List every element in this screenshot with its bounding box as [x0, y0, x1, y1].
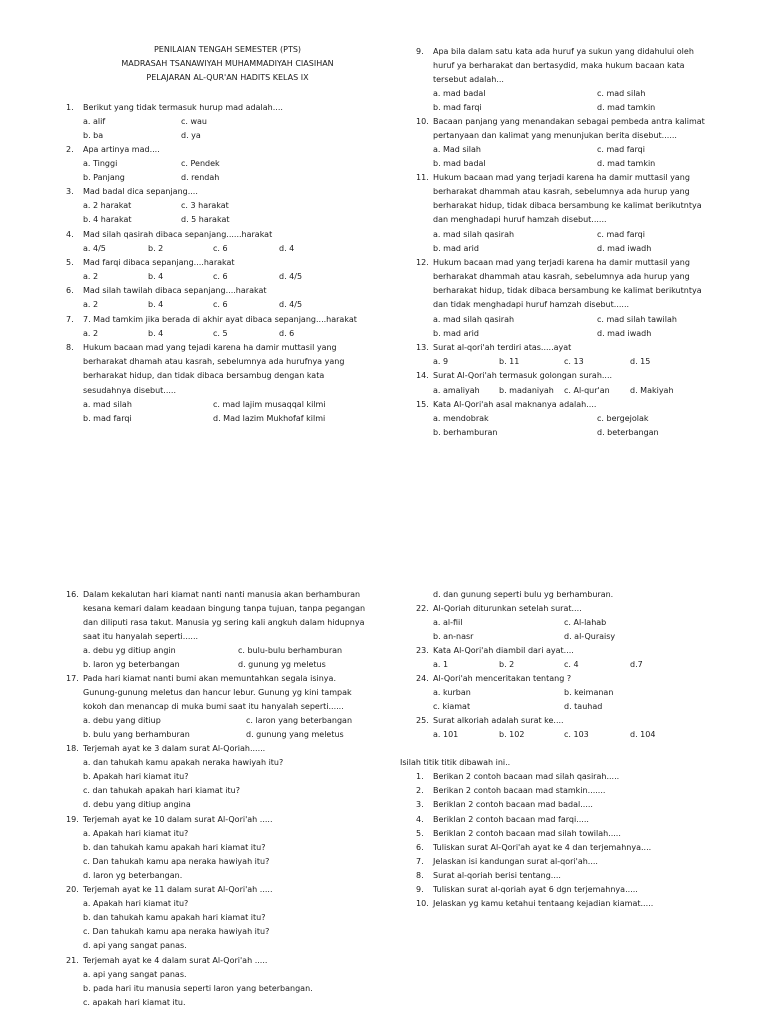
q9-stem-line2: huruf ya berharakat dan bertasydid, maka hukum bacaan kata: [433, 61, 685, 70]
q10-stem-line1: Bacaan panjang yang menandakan sebagai pembeda antra kalimat: [433, 117, 705, 126]
essay-number-9: 9.: [416, 885, 424, 894]
q18-option-a: a. dan tahukah kamu apakah neraka hawiyah itu?: [83, 758, 284, 767]
q18-number: 18.: [66, 744, 79, 753]
q2-option-c: c. Pendek: [181, 159, 220, 168]
q8-stem-line4: sesudahnya disebut.....: [83, 386, 177, 395]
q15-number: 15.: [416, 400, 429, 409]
essay-item-4: Beriklan 2 contoh bacaan mad farqi.....: [433, 815, 589, 824]
q8-option-d: d. Mad lazim Mukhofaf kilmi: [213, 414, 326, 423]
q7-option-d: d. 6: [279, 329, 295, 338]
q18-option-d: d. debu yang ditiup angina: [83, 800, 191, 809]
q25-option-b: b. 102: [499, 730, 525, 739]
q17-option-c: c. laron yang beterbangan: [246, 716, 353, 725]
q18-option-b: b. Apakah hari kiamat itu?: [83, 772, 189, 781]
q1-option-b: b. ba: [83, 131, 104, 140]
q9-stem-line1: Apa bila dalam satu kata ada huruf ya sukun yang didahului oleh: [433, 47, 694, 56]
q14-stem: Surat Al-Qori'ah termasuk golongan surah....: [433, 371, 613, 380]
q10-option-a: a. Mad silah: [433, 145, 481, 154]
q22-option-d: d. al-Quraisy: [564, 632, 616, 641]
q24-option-c: c. kiamat: [433, 702, 471, 711]
q16-stem-line3: dan diliputi rasa takut. Manusia yg sering kali angkuh dalam hidupnya: [83, 618, 365, 627]
q12-number: 12.: [416, 258, 429, 267]
q4-option-a: a. 4/5: [83, 244, 106, 253]
q10-number: 10.: [416, 117, 429, 126]
q22-option-a: a. al-fiil: [433, 618, 463, 627]
essay-item-6: Tuliskan surat Al-Qori'ah ayat ke 4 dan terjemahnya....: [433, 843, 652, 852]
q17-option-a: a. debu yang ditiup: [83, 716, 161, 725]
essay-number-6: 6.: [416, 843, 424, 852]
q3-stem: Mad badal dica sepanjang....: [83, 187, 198, 196]
q9-option-b: b. mad farqi: [433, 103, 482, 112]
q2-stem: Apa artinya mad....: [83, 145, 160, 154]
q14-option-c: c. Al-qur'an: [564, 386, 610, 395]
q6-stem: Mad silah tawilah dibaca sepanjang....harakat: [83, 286, 267, 295]
q25-option-a: a. 101: [433, 730, 459, 739]
q11-stem-line3: berharakat hidup, tidak dibaca bersambung ke kalimat berikutntya: [433, 201, 702, 210]
essay-number-8: 8.: [416, 871, 424, 880]
q19-option-a: a. Apakah hari kiamat itu?: [83, 829, 189, 838]
q22-option-c: c. Al-lahab: [564, 618, 607, 627]
subject-class: PELAJARAN AL-QUR'AN HADITS KELAS IX: [146, 73, 309, 82]
q16-option-b: b. laron yg beterbangan: [83, 660, 180, 669]
q23-number: 23.: [416, 646, 429, 655]
q15-stem: Kata Al-Qori'ah asal maknanya adalah....: [433, 400, 597, 409]
essay-number-3: 3.: [416, 800, 424, 809]
q6-number: 6.: [66, 286, 74, 295]
q11-stem-line2: berharakat dhammah atau kasrah, sebelumnya ada hurup yang: [433, 187, 690, 196]
q16-stem-line2: kesana kemari dalam keadaan bingung tanpa tujuan, tanpa pegangan: [83, 604, 366, 613]
q4-stem: Mad silah qasirah dibaca sepanjang......harakat: [83, 230, 273, 239]
q5-option-b: b. 4: [148, 272, 164, 281]
q3-number: 3.: [66, 187, 74, 196]
q15-option-c: c. bergejolak: [597, 414, 649, 423]
essay-item-7: Jelaskan isi kandungan surat al-qori'ah....: [433, 857, 598, 866]
q14-number: 14.: [416, 371, 429, 380]
exam-title: PENILAIAN TENGAH SEMESTER (PTS): [153, 45, 302, 54]
q22-number: 22.: [416, 604, 429, 613]
q16-stem-line1: Dalam kekalutan hari kiamat nanti nanti manusia akan berhamburan: [83, 590, 361, 599]
q12-stem-line1: Hukum bacaan mad yang terjadi karena ha damir muttasil yang: [433, 258, 690, 267]
q23-option-d: d.7: [630, 660, 643, 669]
q23-option-b: b. 2: [499, 660, 515, 669]
q6-option-c: c. 6: [213, 300, 228, 309]
essay-item-2: Berikan 2 contoh bacaan mad stamkin.......: [433, 786, 606, 795]
q21-option-a: a. api yang sangat panas.: [83, 970, 187, 979]
q25-option-c: c. 103: [564, 730, 589, 739]
q14-option-b: b. madaniyah: [499, 386, 554, 395]
q12-stem-line2: berharakat dhammah atau kasrah, sebelumnya ada hurup yang: [433, 272, 690, 281]
q21-stem: Terjemah ayat ke 4 dalam surat Al-Qori'ah .....: [83, 956, 268, 965]
q2-option-a: a. Tinggi: [83, 159, 118, 168]
q9-stem-line3: tersebut adalah...: [433, 75, 504, 84]
q10-option-c: c. mad farqi: [597, 145, 645, 154]
q19-option-d: d. laron yg beterbangan.: [83, 871, 183, 880]
q9-option-d: d. mad tamkin: [597, 103, 656, 112]
q23-option-a: a. 1: [433, 660, 449, 669]
q8-stem-line1: Hukum bacaan mad yang tejadi karena ha damir muttasil yang: [83, 343, 337, 352]
q13-stem: Surat al-qori'ah terdiri atas.....ayat: [433, 343, 572, 352]
q16-option-a: a. debu yg ditiup angin: [83, 646, 176, 655]
q11-option-a: a. mad silah qasirah: [433, 230, 515, 239]
q5-option-c: c. 6: [213, 272, 228, 281]
q22-option-b: b. an-nasr: [433, 632, 474, 641]
q25-stem: Surat alkoriah adalah surat ke....: [433, 716, 564, 725]
q7-number: 7.: [66, 315, 74, 324]
q24-option-b: b. keimanan: [564, 688, 614, 697]
essay-number-4: 4.: [416, 815, 424, 824]
q12-option-b: b. mad arid: [433, 329, 479, 338]
q8-stem-line3: berharakat hidup, dan tidak dibaca bersambug dengan kata: [83, 371, 325, 380]
q4-number: 4.: [66, 230, 74, 239]
q8-option-c: c. mad lajim musaqqal kilmi: [213, 400, 326, 409]
q5-number: 5.: [66, 258, 74, 267]
q7-option-a: a. 2: [83, 329, 99, 338]
q21-number: 21.: [66, 956, 79, 965]
q1-number: 1.: [66, 103, 74, 112]
essay-item-8: Surat al-qoriah berisi tentang....: [433, 871, 561, 880]
essay-instructions: Isilah titik titik dibawah ini..: [400, 758, 511, 767]
q23-option-c: c. 4: [564, 660, 579, 669]
q13-option-b: b. 11: [499, 357, 520, 366]
q25-number: 25.: [416, 716, 429, 725]
q9-option-a: a. mad badal: [433, 89, 486, 98]
q1-stem: Berikut yang tidak termasuk hurup mad adalah....: [83, 103, 283, 112]
q2-option-b: b. Panjang: [83, 173, 125, 182]
q18-option-c: c. dan tahukah apakah hari kiamat itu?: [83, 786, 240, 795]
q7-stem: 7. Mad tamkim jika berada di akhir ayat dibaca sepanjang....harakat: [83, 315, 357, 324]
q12-stem-line4: dan tidak menghadapi huruf hamzah disebut......: [433, 300, 630, 309]
q2-option-d: d. rendah: [181, 173, 220, 182]
q1-option-a: a. alif: [83, 117, 106, 126]
q7-option-b: b. 4: [148, 329, 164, 338]
q19-option-b: b. dan tahukah kamu apakah hari kiamat itu?: [83, 843, 266, 852]
q5-option-d: d. 4/5: [279, 272, 303, 281]
q17-option-d: d. gunung yang meletus: [246, 730, 344, 739]
q11-stem-line4: dan menghadapi huruf hamzah disebut......: [433, 215, 607, 224]
q11-number: 11.: [416, 173, 429, 182]
q20-option-d: d. api yang sangat panas.: [83, 941, 187, 950]
q3-option-c: c. 3 harakat: [181, 201, 229, 210]
q2-number: 2.: [66, 145, 74, 154]
q12-option-d: d. mad iwadh: [597, 329, 652, 338]
q16-stem-line4: saat itu hanyalah seperti......: [83, 632, 199, 641]
q11-option-b: b. mad arid: [433, 244, 479, 253]
essay-number-1: 1.: [416, 772, 424, 781]
q10-option-b: b. mad badal: [433, 159, 486, 168]
q19-stem: Terjemah ayat ke 10 dalam surat Al-Qori'ah .....: [83, 815, 273, 824]
q11-option-c: c. mad farqi: [597, 230, 645, 239]
q9-option-c: c. mad silah: [597, 89, 646, 98]
q20-option-a: a. Apakah hari kiamat itu?: [83, 899, 189, 908]
q3-option-a: a. 2 harakat: [83, 201, 132, 210]
q15-option-b: b. berhamburan: [433, 428, 498, 437]
q19-number: 19.: [66, 815, 79, 824]
q3-option-d: d. 5 harakat: [181, 215, 230, 224]
q8-stem-line2: berharakat dhamah atau kasrah, sebelumnya ada hurufnya yang: [83, 357, 345, 366]
q17-number: 17.: [66, 674, 79, 683]
q6-option-a: a. 2: [83, 300, 99, 309]
q8-number: 8.: [66, 343, 74, 352]
q21-option-d: d. dan gunung seperti bulu yg berhamburan.: [433, 590, 614, 599]
q17-stem-line1: Pada hari kiamat nanti bumi akan memuntahkan segala isinya.: [83, 674, 336, 683]
q8-option-b: b. mad farqi: [83, 414, 132, 423]
q12-option-c: c. mad silah tawilah: [597, 315, 677, 324]
q20-stem: Terjemah ayat ke 11 dalam surat Al-Qori'ah .....: [83, 885, 273, 894]
q22-stem: Al-Qoriah diturunkan setelah surat....: [433, 604, 582, 613]
q25-option-d: d. 104: [630, 730, 656, 739]
q17-option-b: b. bulu yang berhamburan: [83, 730, 190, 739]
q8-option-a: a. mad silah: [83, 400, 132, 409]
q14-option-a: a. amaliyah: [433, 386, 480, 395]
q16-option-d: d. gunung yg meletus: [238, 660, 326, 669]
q6-option-d: d. 4/5: [279, 300, 303, 309]
q1-option-c: c. wau: [181, 117, 207, 126]
q16-option-c: c. bulu-bulu berhamburan: [238, 646, 343, 655]
q13-option-d: d. 15: [630, 357, 651, 366]
q15-option-a: a. mendobrak: [433, 414, 489, 423]
q10-stem-line2: pertanyaan dan kalimat yang menunjukan berita disebut......: [433, 131, 677, 140]
essay-item-9: Tuliskan surat al-qoriah ayat 6 dgn terjemahnya.....: [433, 885, 638, 894]
q17-stem-line2: Gunung-gunung meletus dan hancur lebur. Gunung yg kini tampak: [83, 688, 352, 697]
q18-stem: Terjemah ayat ke 3 dalam surat Al-Qoriah......: [83, 744, 266, 753]
essay-number-2: 2.: [416, 786, 424, 795]
q15-option-d: d. beterbangan: [597, 428, 659, 437]
q24-option-d: d. tauhad: [564, 702, 603, 711]
q9-number: 9.: [416, 47, 424, 56]
essay-number-5: 5.: [416, 829, 424, 838]
q7-option-c: c. 5: [213, 329, 228, 338]
q4-option-c: c. 6: [213, 244, 228, 253]
q21-option-c: c. apakah hari kiamat itu.: [83, 998, 186, 1007]
q19-option-c: c. Dan tahukah kamu apa neraka hawiyah itu?: [83, 857, 270, 866]
q14-option-d: d. Makiyah: [630, 386, 674, 395]
q24-number: 24.: [416, 674, 429, 683]
q11-option-d: d. mad iwadh: [597, 244, 652, 253]
essay-number-10: 10.: [416, 899, 429, 908]
q20-option-c: c. Dan tahukah kamu apa neraka hawiyah itu?: [83, 927, 270, 936]
q3-option-b: b. 4 harakat: [83, 215, 132, 224]
q24-stem: Al-Qori'ah menceritakan tentang ?: [433, 674, 572, 683]
essay-item-3: Beriklan 2 contoh bacaan mad badal.....: [433, 800, 593, 809]
q11-stem-line1: Hukum bacaan mad yang terjadi karena ha damir muttasil yang: [433, 173, 690, 182]
q10-option-d: d. mad tamkin: [597, 159, 656, 168]
q21-option-b: b. pada hari itu manusia seperti laron yang beterbangan.: [83, 984, 313, 993]
q13-number: 13.: [416, 343, 429, 352]
q1-option-d: d. ya: [181, 131, 201, 140]
q13-option-a: a. 9: [433, 357, 449, 366]
q6-option-b: b. 4: [148, 300, 164, 309]
q16-number: 16.: [66, 590, 79, 599]
q4-option-b: b. 2: [148, 244, 164, 253]
q20-number: 20.: [66, 885, 79, 894]
essay-item-5: Beriklan 2 contoh bacaan mad silah towilah.....: [433, 829, 621, 838]
q5-stem: Mad farqi dibaca sepanjang....harakat: [83, 258, 235, 267]
q24-option-a: a. kurban: [433, 688, 471, 697]
essay-number-7: 7.: [416, 857, 424, 866]
q13-option-c: c. 13: [564, 357, 584, 366]
q5-option-a: a. 2: [83, 272, 99, 281]
q12-stem-line3: berharakat hidup, tidak dibaca bersambung ke kalimat berikutntya: [433, 286, 702, 295]
school-name: MADRASAH TSANAWIYAH MUHAMMADIYAH CIASIHAN: [121, 59, 334, 68]
q12-option-a: a. mad silah qasirah: [433, 315, 515, 324]
q17-stem-line3: kokoh dan menancap di muka bumi saat itu hanyalah seperti......: [83, 702, 344, 711]
essay-item-1: Berikan 2 contoh bacaan mad silah qasirah.....: [433, 772, 620, 781]
q23-stem: Kata Al-Qori'ah diambil dari ayat....: [433, 646, 574, 655]
essay-item-10: Jelaskan yg kamu ketahui tentaang kejadian kiamat.....: [433, 899, 654, 908]
q20-option-b: b. dan tahukah kamu apakah hari kiamat itu?: [83, 913, 266, 922]
q4-option-d: d. 4: [279, 244, 295, 253]
